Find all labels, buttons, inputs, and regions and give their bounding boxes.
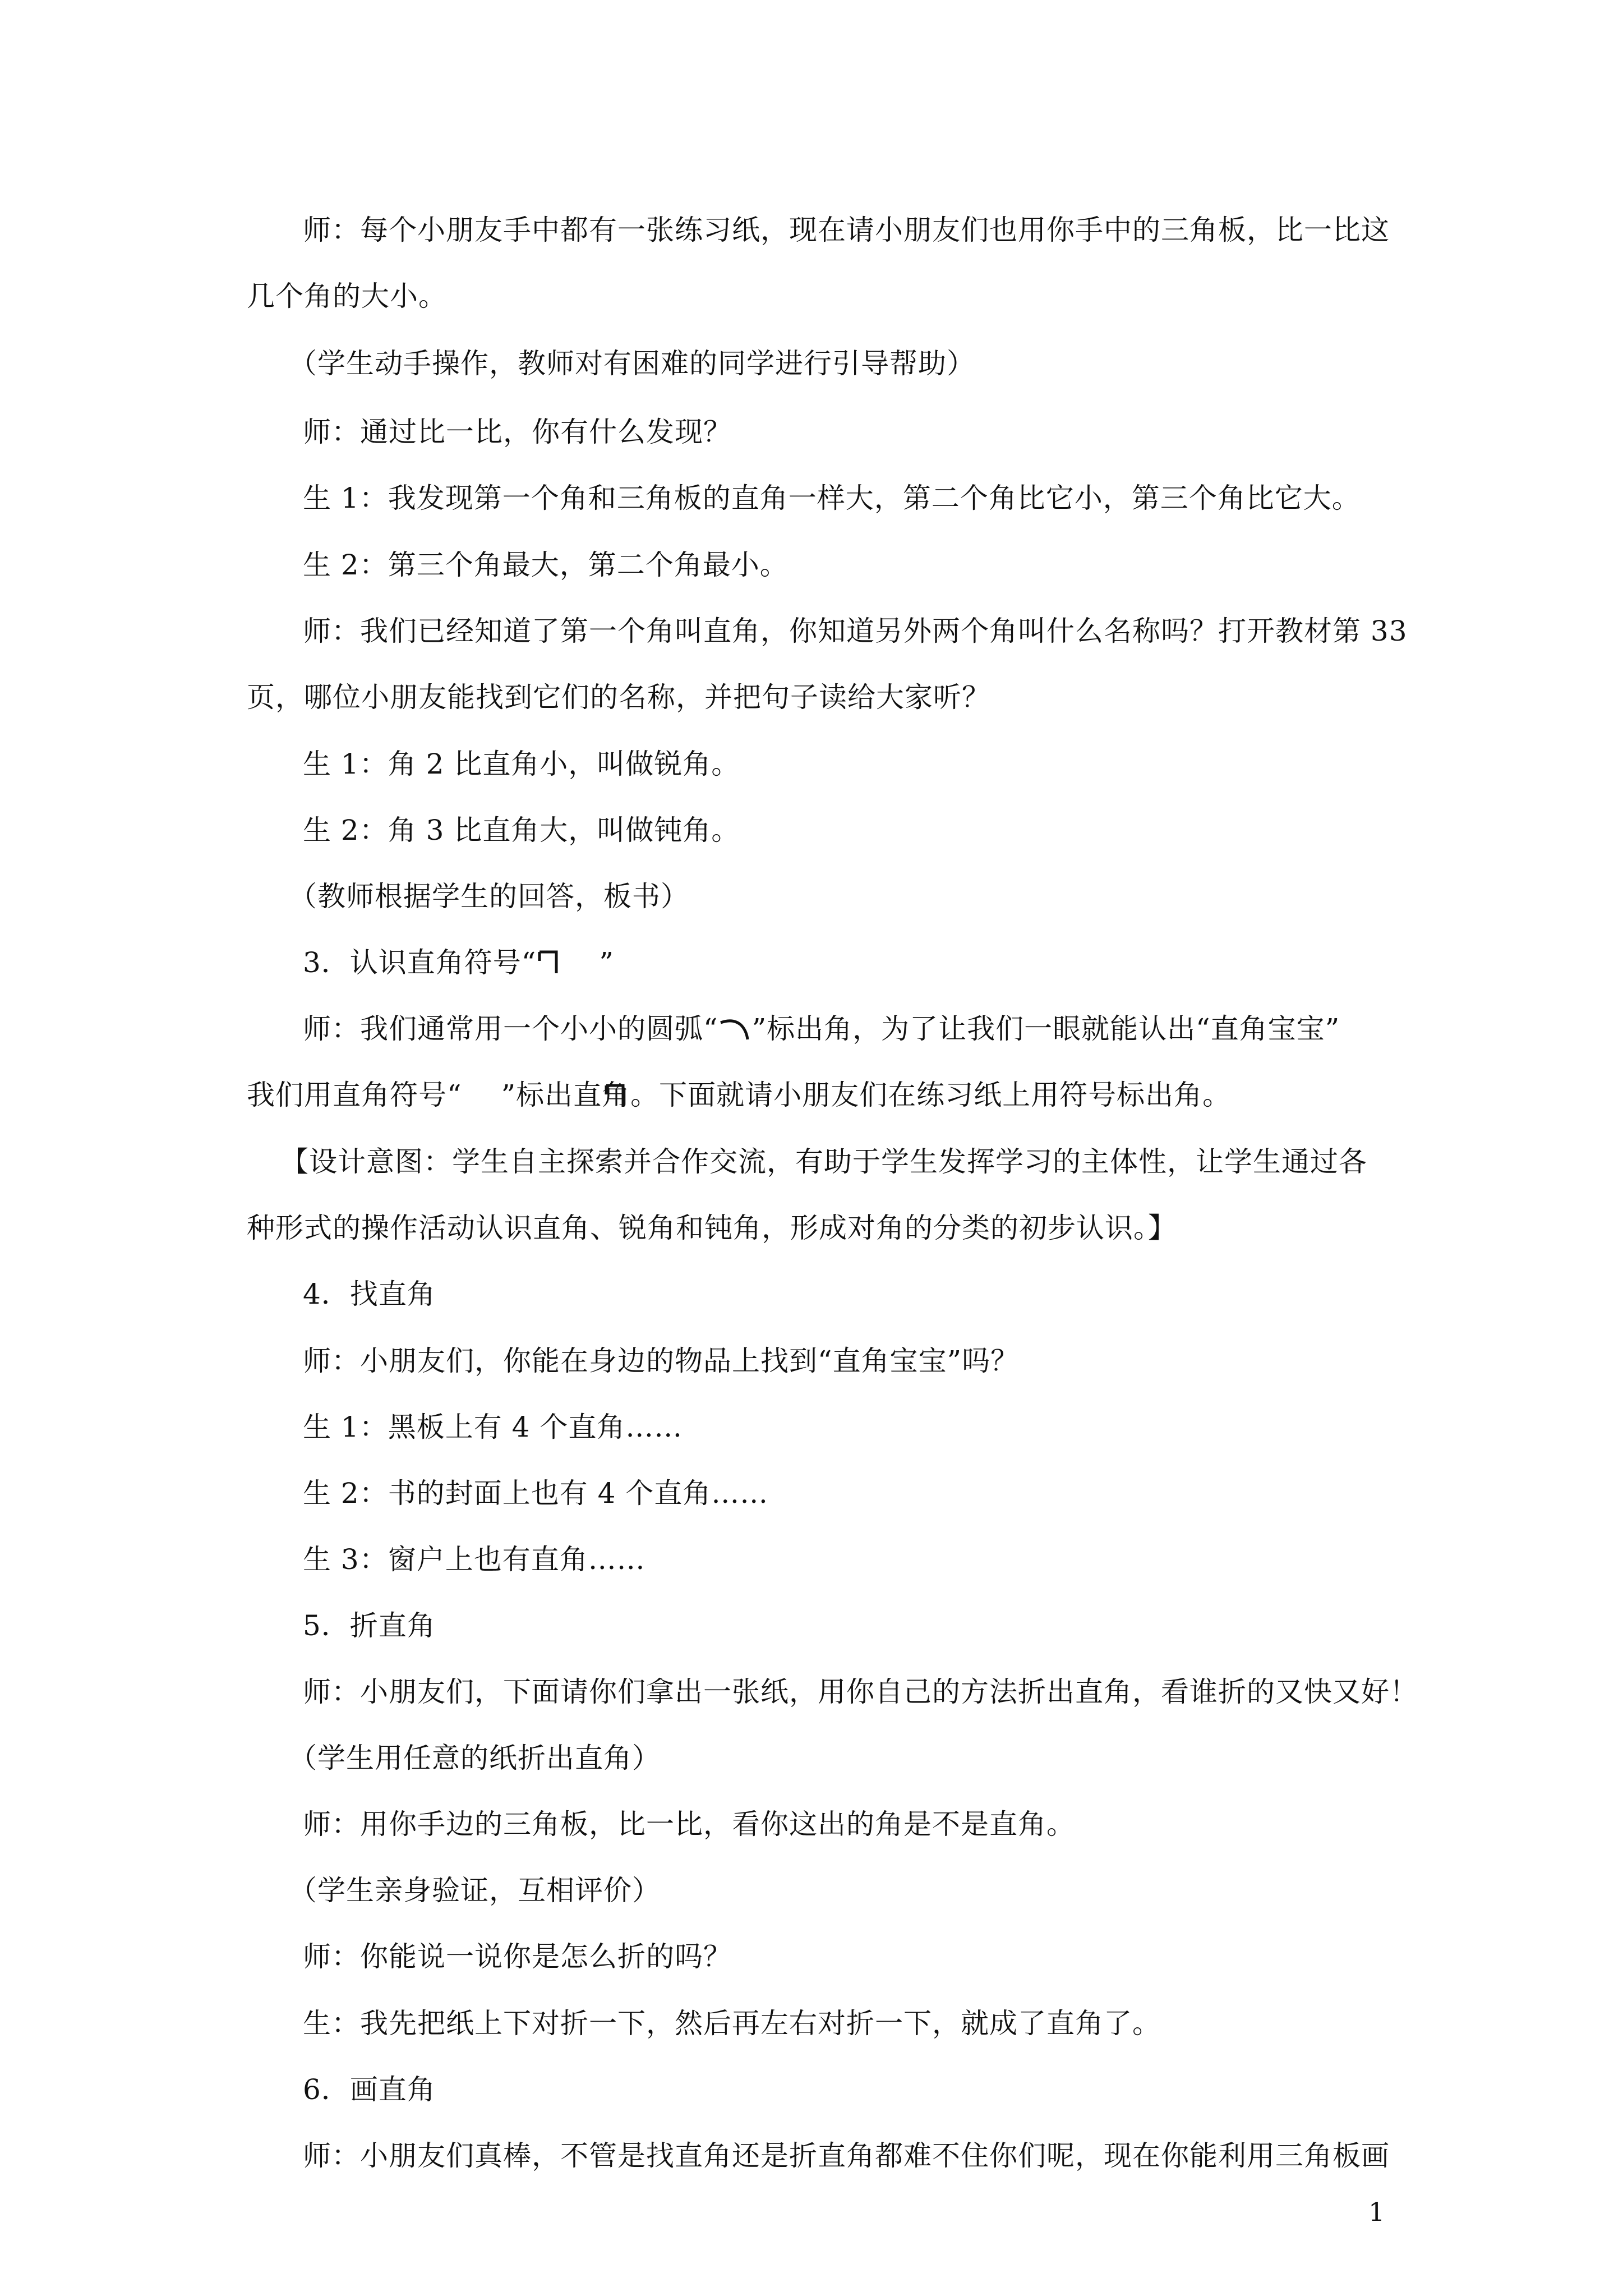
paragraph-line: 生 1：角 2 比直角小，叫做锐角。 [303,748,740,780]
right-angle-mark-icon [536,947,568,983]
paragraph-line: 师：我们已经知道了第一个角叫直角，你知道另外两个角叫什么名称吗？打开教材第 33 [303,615,1408,647]
paragraph-line: 几个角的大小。 [247,280,447,312]
section-heading: 6．画直角 [303,2073,436,2106]
right-angle-mark-icon [603,1081,631,1111]
design-intent-line: 种形式的操作活动认识直角、锐角和钝角，形成对角的分类的初步认识。】 [247,1212,1177,1244]
paragraph-line: 生 2：第三个角最大，第二个角最小。 [303,549,789,581]
paragraph-line: （学生动手操作，教师对有困难的同学进行引导帮助） [289,347,975,380]
heading-text: 3．认识直角符号“ [303,946,537,979]
paragraph-line: 师：每个小朋友手中都有一张练习纸，现在请小朋友们也用你手中的三角板，比一比这 [303,214,1390,246]
page-number: 1 [1368,2197,1385,2227]
paragraph-line: 生 2：角 3 比直角大，叫做钝角。 [303,814,740,846]
text-segment: ”标出角，为了让我们一眼就能认出“直角宝宝” [751,1013,1340,1045]
paragraph-line: 师：小朋友们，你能在身边的物品上找到“直角宝宝”吗？ [303,1345,1020,1377]
heading-text-end: ” [599,946,614,979]
paragraph-line: 生：我先把纸上下对折一下，然后再左右对折一下，就成了直角了。 [303,2007,1161,2040]
paragraph-line: （教师根据学生的回答，板书） [289,880,689,913]
paragraph-line: 生 3：窗户上也有直角…… [303,1543,645,1576]
text-segment: ”标出直角。下面就请小朋友们在练习纸上用符号标出角。 [501,1079,1232,1111]
paragraph-line: （学生亲身验证，互相评价） [289,1874,661,1907]
paragraph-line: 生 1：我发现第一个角和三角板的直角一样大，第二个角比它小，第三个角比它大。 [303,482,1361,514]
section-heading: 4．找直角 [303,1278,436,1310]
paragraph-line: 师：用你手边的三角板，比一比，看你这出的角是不是直角。 [303,1808,1075,1841]
paragraph-line [247,1078,1231,1112]
paragraph-line: 生 1：黑板上有 4 个直角…… [303,1411,683,1443]
paragraph-line: （学生用任意的纸折出直角） [289,1742,661,1774]
text-segment: 我们用直角符号“ [247,1079,462,1111]
text-segment: 师：我们通常用一个小小的圆弧“ [303,1013,718,1045]
paragraph-line: 页，哪位小朋友能找到它们的名称，并把句子读给大家听？ [247,681,990,714]
section-heading [303,946,614,983]
paragraph-line: 师：你能说一说你是怎么折的吗？ [303,1940,732,1973]
paragraph-line [303,1012,1340,1049]
section-heading: 5．折直角 [303,1609,436,1642]
paragraph-line: 师：小朋友们真棒，不管是找直角还是折直角都难不住你们呢，现在你能利用三角板画 [303,2139,1390,2172]
paragraph-line: 生 2：书的封面上也有 4 个直角…… [303,1477,769,1510]
arc-mark-icon [718,1014,752,1049]
paragraph-line: 师：通过比一比，你有什么发现？ [303,416,732,448]
design-intent-line: 【设计意图：学生自主探索并合作交流，有助于学生发挥学习的主体性，让学生通过各 [280,1145,1367,1178]
paragraph-line: 师：小朋友们，下面请你们拿出一张纸，用你自己的方法折出直角，看谁折的又快又好！ [303,1676,1418,1708]
